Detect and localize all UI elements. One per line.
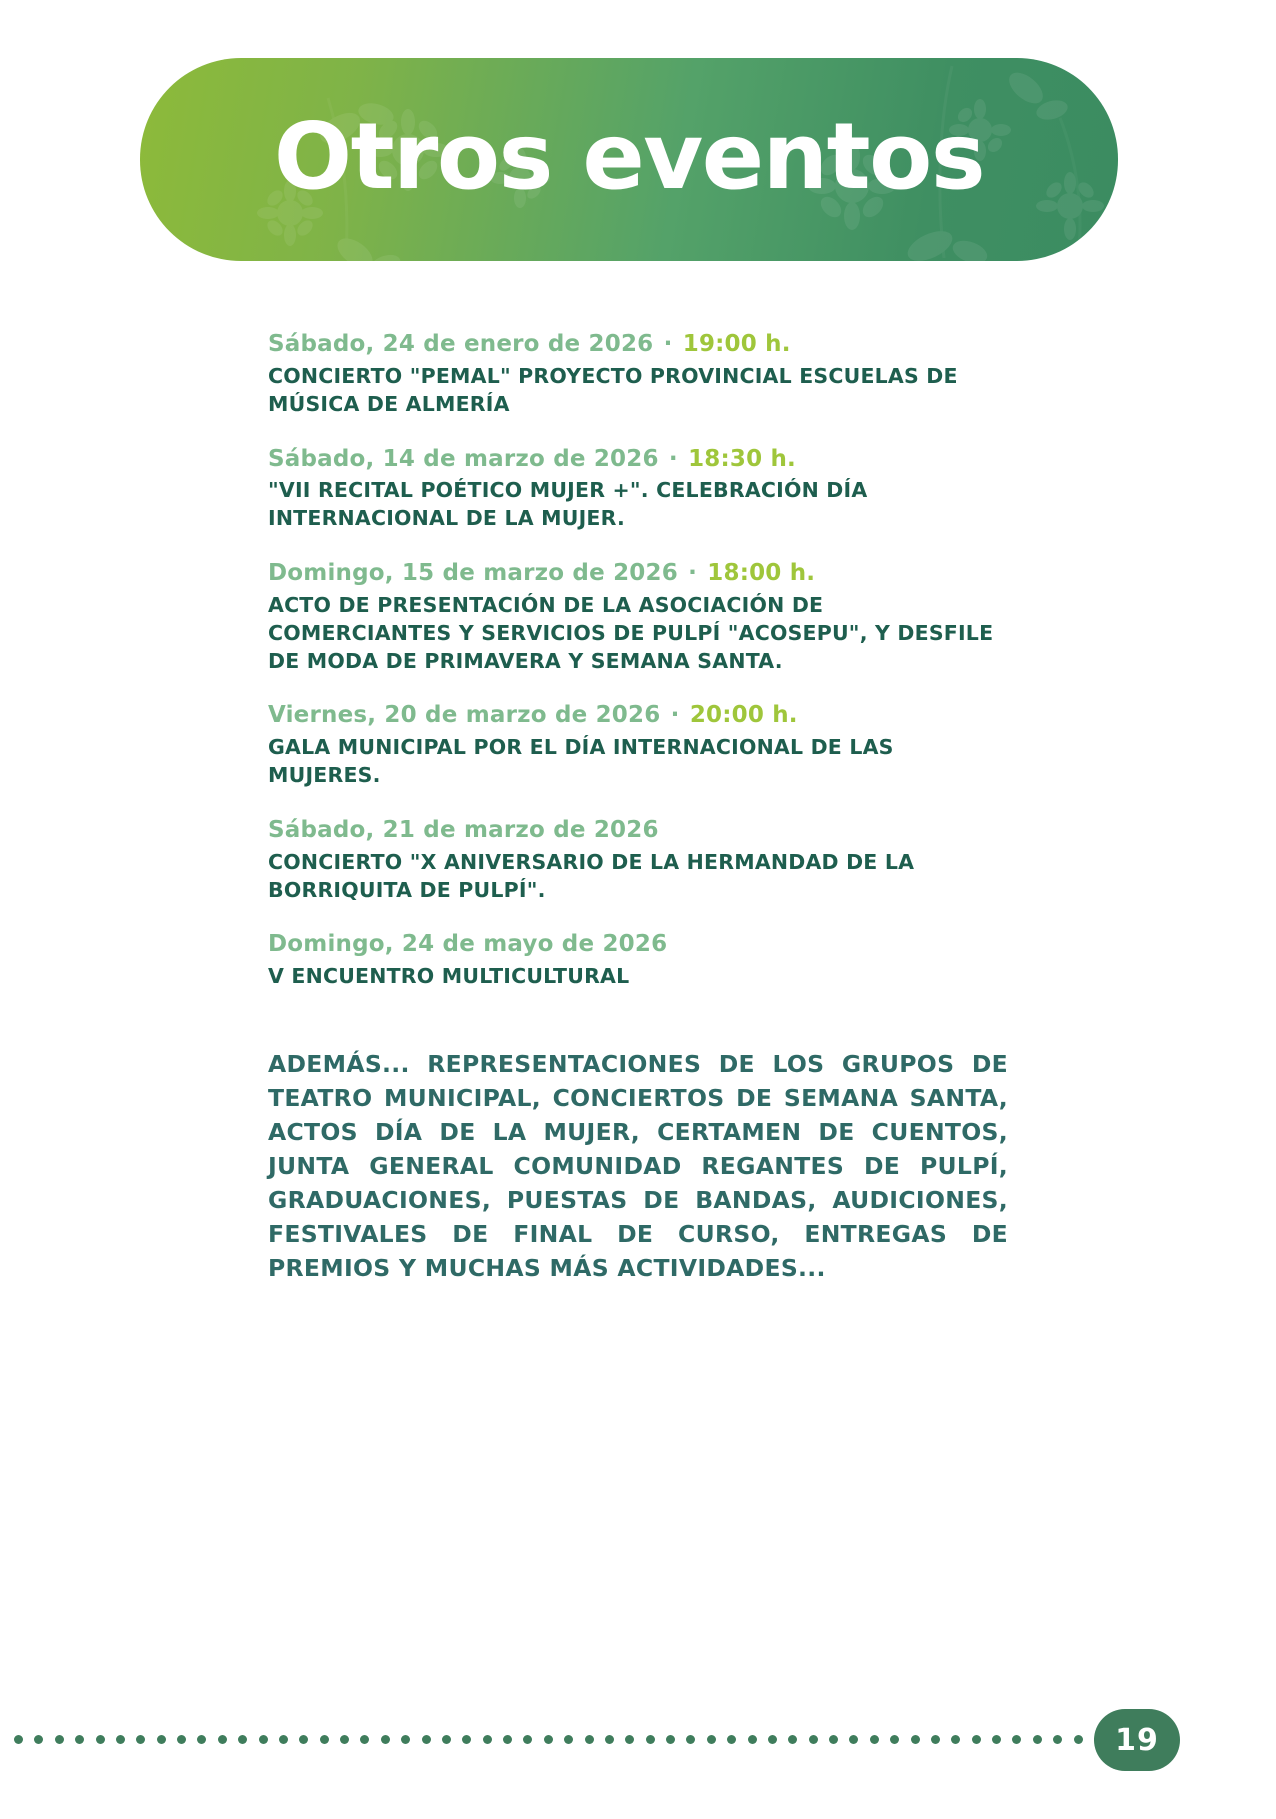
- event-date-line: [268, 816, 1008, 845]
- list-item: [268, 559, 1008, 675]
- dot: [177, 1735, 186, 1744]
- event-date: Sábado, 21 de marzo de 2026: [268, 816, 659, 843]
- dot: [320, 1735, 329, 1744]
- dot: [503, 1735, 512, 1744]
- dot: [422, 1735, 431, 1744]
- event-date: Sábado, 14 de marzo de 2026: [268, 445, 659, 472]
- dot: [381, 1735, 390, 1744]
- event-date-separator: [659, 817, 663, 843]
- page-title: Otros eventos: [273, 103, 985, 210]
- event-date-line: [268, 701, 1008, 730]
- dot: [829, 1735, 838, 1744]
- event-time: 20:00 h.: [689, 702, 798, 729]
- closing-paragraph: ADEMÁS... REPRESENTACIONES DE LOS GRUPOS DE TEATRO MUNICIPAL, CONCIERTOS DE SEMANA SANTA, ACTOS DÍA DE LA MUJER, CERTAMEN DE CUENTOS, JUNTA GENERAL COMUNIDAD REGANTES DE PULPÍ, GRADUACIONES, PUESTAS DE BANDAS, AUDICIONES, FESTIVALES DE FINAL DE CURSO, ENTREGAS DE PREMIOS Y MUCHAS MÁS ACTIVIDADES...: [268, 1050, 1008, 1283]
- dot: [972, 1735, 981, 1744]
- event-time: 18:30 h.: [688, 445, 796, 472]
- dot: [259, 1735, 268, 1744]
- dot: [646, 1735, 655, 1744]
- event-title: CONCIERTO "PEMAL" PROYECTO PROVINCIAL ESCUELAS DE MÚSICA DE ALMERÍA: [268, 363, 958, 416]
- event-date-separator: ·: [670, 702, 680, 729]
- event-date: Domingo, 15 de marzo de 2026: [268, 560, 678, 586]
- list-item: [268, 701, 1008, 790]
- dot: [625, 1735, 634, 1744]
- dot: [218, 1735, 227, 1744]
- event-date: Domingo, 24 de mayo de 2026: [268, 931, 668, 958]
- page-header-banner: [140, 58, 1118, 261]
- dot: [666, 1735, 675, 1744]
- dot: [707, 1735, 716, 1744]
- dot: [951, 1735, 960, 1744]
- event-title: "VII RECITAL POÉTICO MUJER +". CELEBRACIÓN DÍA INTERNACIONAL DE LA MUJER.: [268, 478, 868, 531]
- dot: [809, 1735, 818, 1744]
- event-date: Viernes, 20 de marzo de 2026: [268, 702, 661, 729]
- dot: [544, 1735, 553, 1744]
- dot: [299, 1735, 308, 1744]
- dot: [442, 1735, 451, 1744]
- event-title: CONCIERTO "X ANIVERSARIO DE LA HERMANDAD DE LA BORRIQUITA DE PULPÍ".: [268, 849, 915, 902]
- event-date: Sábado, 24 de enero de 2026: [268, 331, 654, 357]
- event-date-line: [268, 330, 1008, 359]
- dot: [360, 1735, 369, 1744]
- dot: [238, 1735, 247, 1744]
- dot: [116, 1735, 125, 1744]
- dot: [157, 1735, 166, 1744]
- event-time: 18:00 h.: [707, 560, 816, 586]
- dot: [96, 1735, 105, 1744]
- dot: [585, 1735, 594, 1744]
- event-date-separator: ·: [688, 560, 698, 586]
- dot: [14, 1735, 23, 1744]
- event-date-line: [268, 445, 1008, 474]
- dot: [564, 1735, 573, 1744]
- event-title: V ENCUENTRO MULTICULTURAL: [268, 964, 630, 989]
- footer-dotted-divider: [14, 1734, 1124, 1744]
- events-list: [268, 330, 1008, 1285]
- list-item: [268, 816, 1008, 905]
- dot: [605, 1735, 614, 1744]
- event-title: GALA MUNICIPAL POR EL DÍA INTERNACIONAL DE LAS MUJERES.: [268, 735, 894, 787]
- dot: [55, 1735, 64, 1744]
- list-item: [268, 445, 1008, 534]
- dot: [483, 1735, 492, 1744]
- dot: [1012, 1735, 1021, 1744]
- dot: [686, 1735, 695, 1744]
- dot: [870, 1735, 879, 1744]
- event-title: ACTO DE PRESENTACIÓN DE LA ASOCIACIÓN DE COMERCIANTES Y SERVICIOS DE PULPÍ "ACOSEPU", Y DESFILE DE MODA DE PRIMAVERA Y SEMANA SANTA.: [268, 592, 994, 673]
- event-date-separator: ·: [663, 331, 673, 357]
- dot: [340, 1735, 349, 1744]
- dot: [911, 1735, 920, 1744]
- event-date-separator: ·: [668, 445, 678, 472]
- dot: [462, 1735, 471, 1744]
- event-date-line: [268, 559, 1008, 588]
- dot: [1053, 1735, 1062, 1744]
- event-date-separator: [667, 931, 671, 957]
- event-time: 19:00 h.: [682, 331, 791, 357]
- list-item: [268, 330, 1008, 419]
- dot: [931, 1735, 940, 1744]
- dot: [788, 1735, 797, 1744]
- dot: [1074, 1735, 1083, 1744]
- dot: [992, 1735, 1001, 1744]
- dot: [748, 1735, 757, 1744]
- event-date-line: [268, 930, 1008, 959]
- dot: [768, 1735, 777, 1744]
- page-number-badge: 19: [1094, 1709, 1180, 1771]
- dot: [401, 1735, 410, 1744]
- dot: [849, 1735, 858, 1744]
- dot: [75, 1735, 84, 1744]
- dot: [34, 1735, 43, 1744]
- dot: [197, 1735, 206, 1744]
- list-item: [268, 930, 1008, 991]
- dot: [523, 1735, 532, 1744]
- dot: [136, 1735, 145, 1744]
- dot: [1033, 1735, 1042, 1744]
- banner-background: [140, 58, 1118, 261]
- dot: [279, 1735, 288, 1744]
- dot: [890, 1735, 899, 1744]
- dot: [727, 1735, 736, 1744]
